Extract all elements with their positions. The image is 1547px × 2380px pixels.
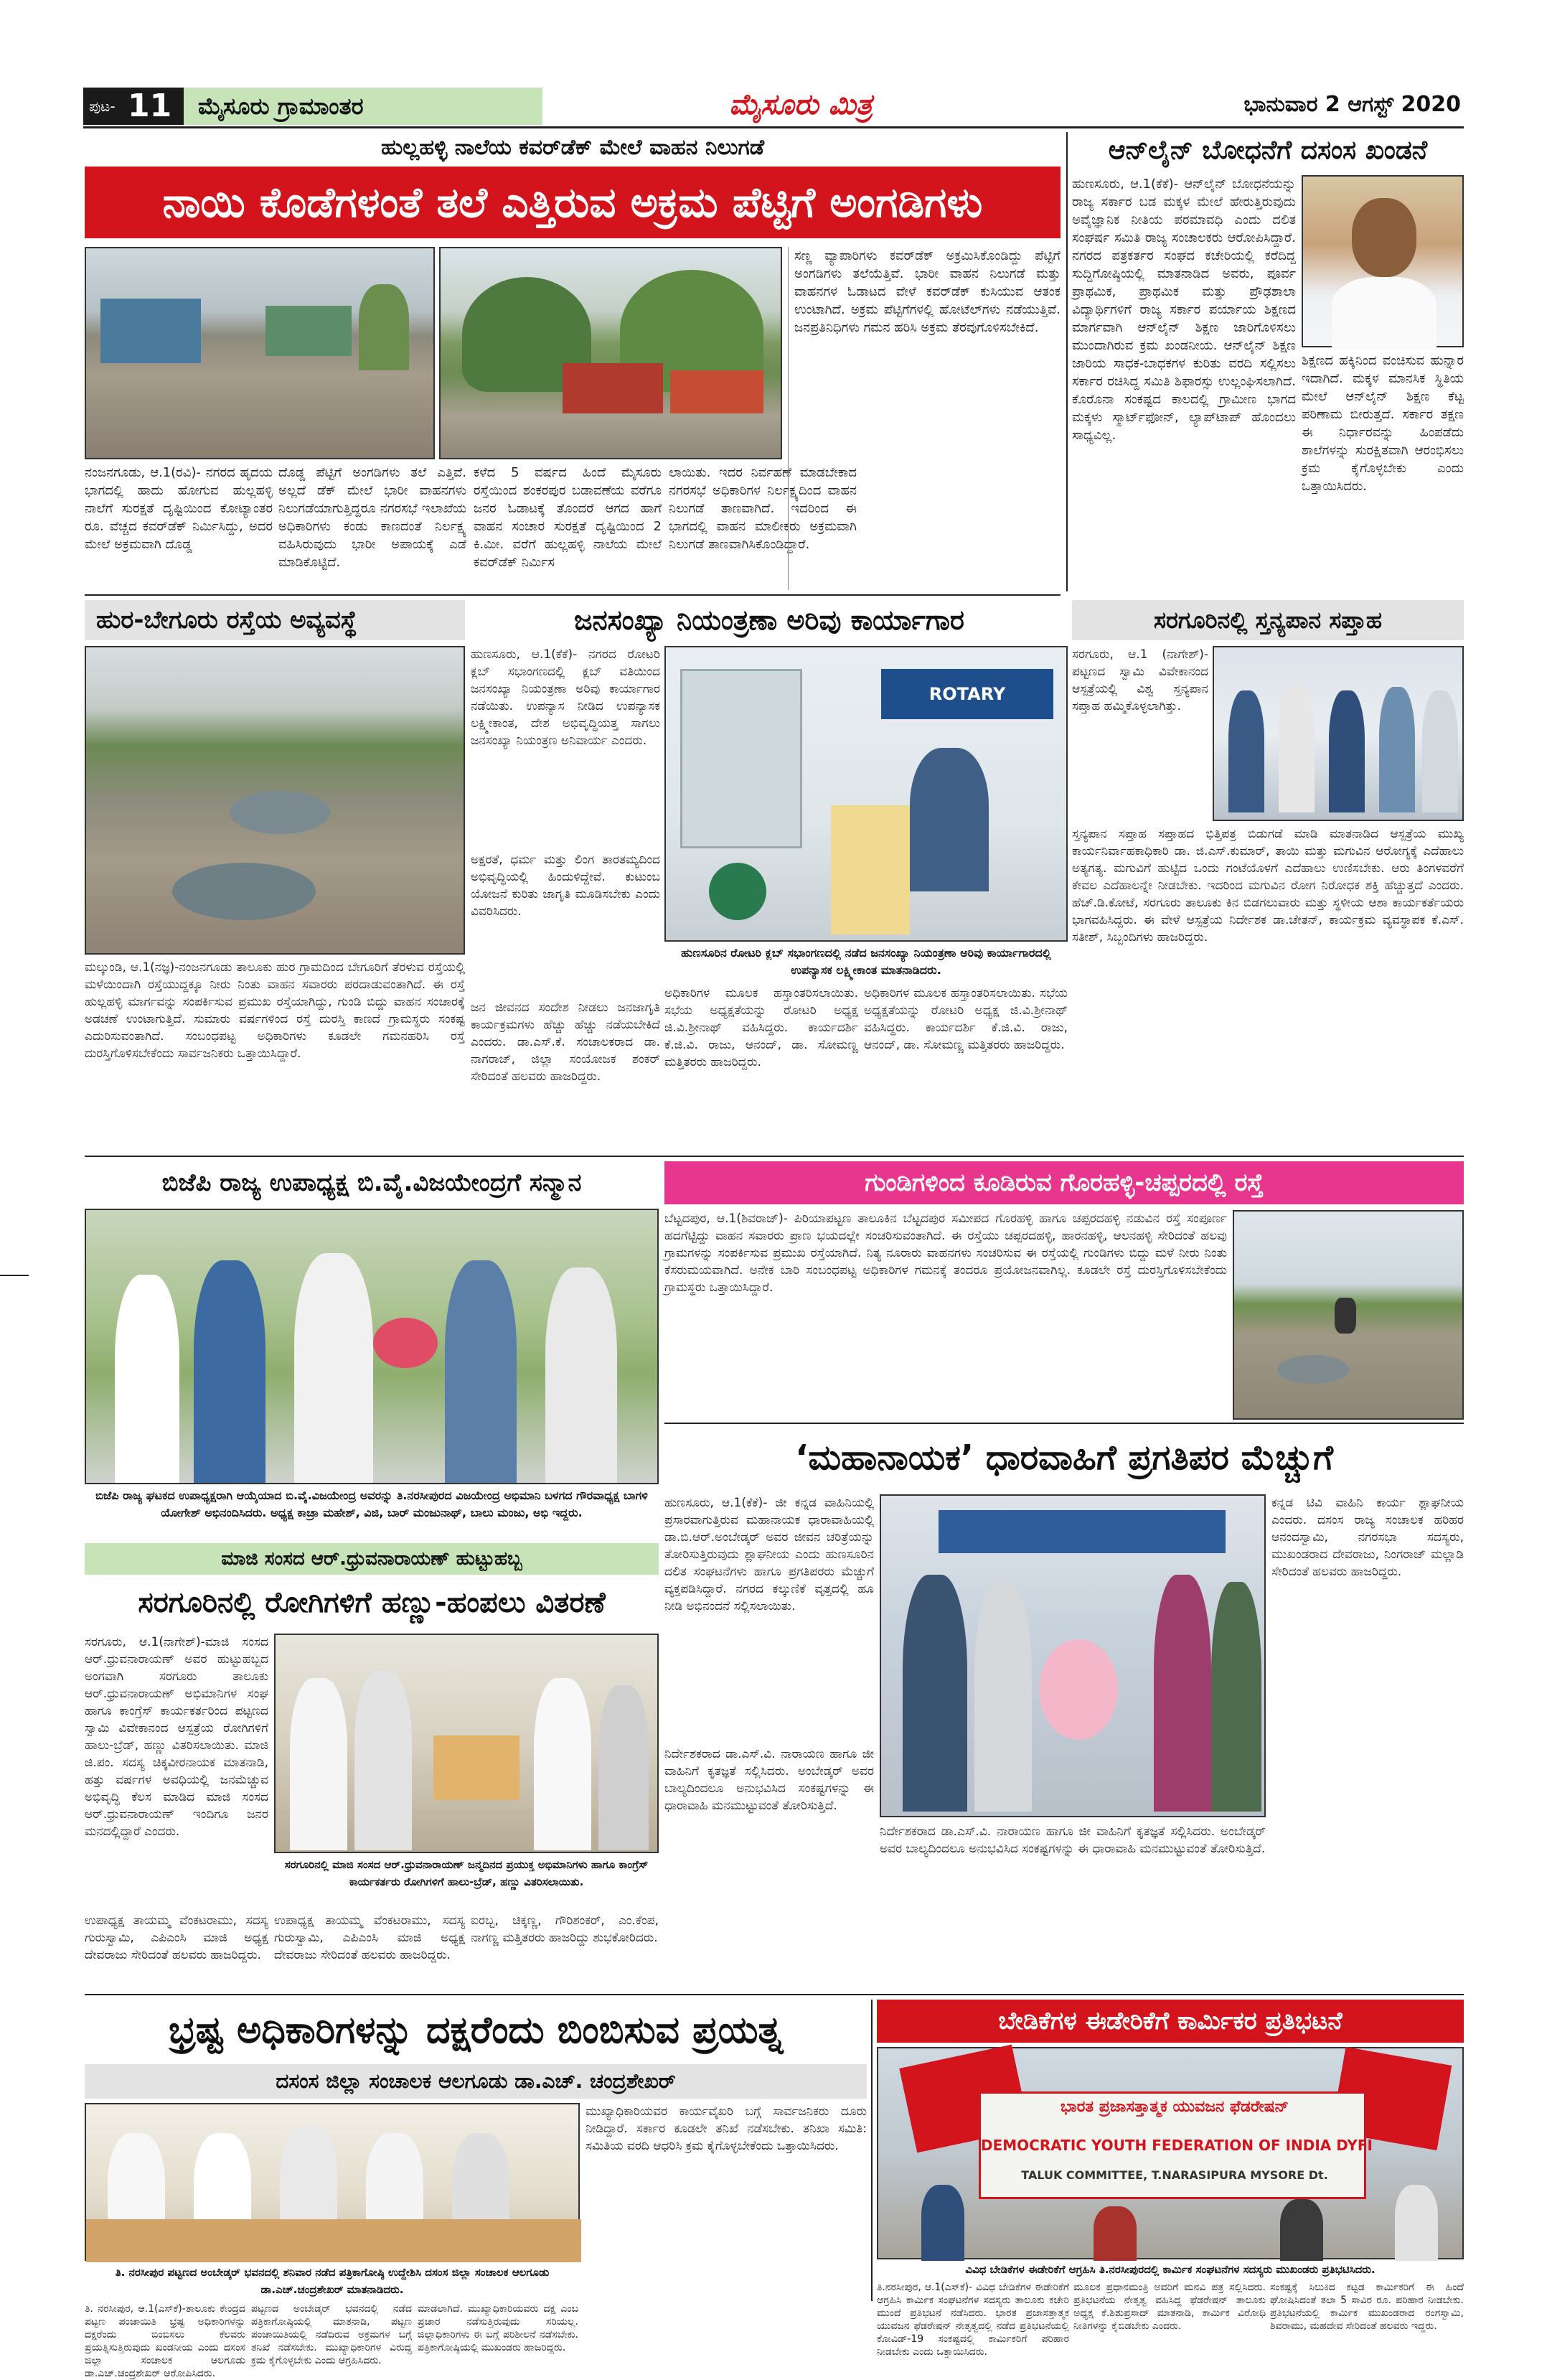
- story11-col1: ತಿ.ನರಸೀಪುರ, ಆ.1(ಎಸ್‌ಕೆ)- ವಿವಿಧ ಬೇಡಿಕೆಗಳ ಈಡೇರಿಕೆಗೆ ಆಗ್ರಹಿಸಿ ಕಾರ್ಮಿಕ ಸಂಘಟನೆಗಳ ಸದಸ್ಯರು ತಾಲೂಕು ಕಚೇರಿ ಮುಂದೆ ಪ್ರತಿಭಟನೆ ನಡೆಸಿದರು. ಭಾರತ ಪ್ರಜಾಸತ್ತಾತ್ಮಕ ಯುವಜನ ಫೆಡರೇಷನ್ ನೇತೃತ್ವದಲ್ಲಿ ನಡೆದ ಪ್ರತಿಭಟನೆಯಲ್ಲಿ ಕೋವಿಡ್-19 ಸಂಕಷ್ಟದಲ್ಲಿ ಕಾರ್ಮಿಕರಿಗೆ ಪರಿಹಾರ ನೀಡಬೇಕು ಎಂದು ಒತ್ತಾಯಿಸಿದರು.: [877, 2282, 1069, 2358]
- story10-headline: ಭ್ರಷ್ಟ ಅಧಿಕಾರಿಗಳನ್ನು ದಕ್ಷರೆಂದು ಬಿಂಬಿಸುವ ಪ್ರಯತ್ನ: [168, 2009, 784, 2052]
- page-number-box: [83, 88, 184, 125]
- story11-col3: ಸಂಕಷ್ಟಕ್ಕೆ ಸಿಲುಕಿದ ಕಟ್ಟಡ ಕಾರ್ಮಿಕರಿಗೆ ಈ ಹಿಂದೆ ಘೋಷಿಸಿದಂತೆ ತಲಾ 5 ಸಾವಿರ ರೂ. ಪರಿಹಾರ ನೀಡಬೇಕು. ಪ್ರತಿಭಟನೆಯಲ್ಲಿ ಕಾರ್ಮಿಕ ಮುಖಂಡರಾದ ರಂಗಸ್ವಾಮಿ, ಶಿವರಾಮು, ಮಹದೇವ ಸೇರಿದಂತೆ ಹಲವರು ಇದ್ದರು.: [1270, 2282, 1464, 2332]
- protest-banner-line3: TALUK COMMITTEE, T.NARASIPURA MYSORE Dt.: [1021, 2168, 1328, 2182]
- lower-rule: [85, 1994, 1464, 1995]
- story1-col3: ಕಳೆದ 5 ವರ್ಷದ ಹಿಂದೆ ಮೈಸೂರು ರಸ್ತೆಯಿಂದ ಶಂಕರಪುರ ಬಡಾವಣೆಯ ವರೆಗೂ ಜನರ ಓಡಾಟಕ್ಕೆ ತೊಂದರೆ ಆಗದ ಹಾಗೆ ವಾಹನ ಸಂಚಾರ ಸುರಕ್ಷತೆ ದೃಷ್ಟಿಯಿಂದ 2 ಕಿ.ಮೀ. ವರೆಗೆ ಹುಲ್ಲಹಳ್ಳಿ ನಾಲೆಯ ಮೇಲೆ ಕವರ್‌ಡೆಕ್ ನಿರ್ಮಿಸ: [474, 465, 662, 570]
- protest-banner: [979, 2091, 1373, 2199]
- story8-kicker: ಮಾಜಿ ಸಂಸದ ಆರ್.ಧ್ರುವನಾರಾಯಣ್ ಹುಟ್ಟುಹಬ್ಬ: [85, 1543, 659, 1575]
- story6-headline: ಬಿಜೆಪಿ ರಾಜ್ಯ ಉಪಾಧ್ಯಕ್ಷ ಬಿ.ವೈ.ವಿಜಯೇಂದ್ರಗೆ ಸನ್ಮಾನ: [161, 1168, 582, 1197]
- story1-col4: ಲಾಯಿತು. ಇದರ ನಿರ್ವಹಣೆ ಮಾಡಬೇಕಾದ ನಗರಸಭೆ ಅಧಿಕಾರಿಗಳ ನಿರ್ಲಕ್ಷ್ಯದಿಂದ ವಾಹನ ನಿಲುಗಡೆ ತಾಣವಾಗಿದೆ. ಇದರಿಂದ ಈ ಭಾಗದಲ್ಲಿ ವಾಹನ ಮಾಲೀಕರು ಅಕ್ರಮವಾಗಿ ನಿಲುಗಡೆ ತಾಣವಾಗಿಸಿಕೊಂಡಿದ್ದಾರೆ.: [669, 465, 857, 552]
- story2-photo-portrait: [1302, 175, 1464, 347]
- story7-body: ಬೆಟ್ಟದಪುರ, ಆ.1(ಶಿವರಾಜ್)- ಪಿರಿಯಾಪಟ್ಟಣ ತಾಲೂಕಿನ ಬೆಟ್ಟದಪುರ ಸಮೀಪದ ಗೊರಹಳ್ಳಿ ಹಾಗೂ ಚಪ್ಪರದಹಳ್ಳಿ ನಡುವಿನ ರಸ್ತೆ ಸಂಪೂರ್ಣ ಹದಗೆಟ್ಟಿದ್ದು ವಾಹನ ಸವಾರರು ಪ್ರಾಣ ಭಯದಲ್ಲೇ ಸಂಚರಿಸುವಂತಾಗಿದೆ. ಈ ರಸ್ತೆಯು ಚಪ್ಪರದಹಳ್ಳಿ, ಹಾರನಹಳ್ಳಿ, ಆಲನಹಳ್ಳಿ ಸೇರಿದಂತೆ ಹಲವು ಗ್ರಾಮಗಳನ್ನು ಸಂಪರ್ಕಿಸುವ ಪ್ರಮುಖ ರಸ್ತೆಯಾಗಿದೆ. ನಿತ್ಯ ನೂರಾರು ವಾಹನಗಳು ಸಂಚರಿಸುವ ಈ ರಸ್ತೆಯಲ್ಲಿ ಗುಂಡಿಗಳು ಬಿದ್ದು ಮಳೆ ನೀರು ನಿಂತು ಕೆಸರುಮಯವಾಗಿದೆ. ಅನೇಕ ಬಾರಿ ಸಂಬಂಧಪಟ್ಟ ಅಧಿಕಾರಿಗಳ ಗಮನಕ್ಕೆ ತಂದರೂ ಪ್ರಯೋಜನವಾಗಿಲ್ಲ. ಕೂಡಲೇ ರಸ್ತೆ ದುರಸ್ತಿಗೊಳಿಸಬೇಕೆಂದು ಗ್ರಾಮಸ್ಥರು ಒತ್ತಾಯಿಸಿದ್ದಾರೆ.: [664, 1212, 1227, 1295]
- story3-headline: ಹುರ-ಬೇಗೂರು ರಸ್ತೆಯ ಅವ್ಯವಸ್ಥೆ: [85, 600, 465, 640]
- story1-col5: ಸಣ್ಣ ವ್ಯಾಪಾರಿಗಳು ಕವರ್‌ಡೆಕ್ ಅಕ್ರಮಿಸಿಕೊಂಡಿದ್ದು ಪೆಟ್ಟಿಗೆ ಅಂಗಡಿಗಳು ತಲೆಯೆತ್ತಿವೆ. ಭಾರೀ ವಾಹನ ನಿಲುಗಡೆ ಮತ್ತು ವಾಹನಗಳ ಓಡಾಟದ ವೇಳೆ ಕವರ್‌ಡೆಕ್ ಕುಸಿಯುವ ಆತಂಕ ಉಂಟಾಗಿದೆ. ಅಕ್ರಮ ಪೆಟ್ಟಿಗೆಗಳಲ್ಲಿ ಹೋಟೆಲ್‌ಗಳು ನಡೆಯುತ್ತಿವೆ. ಜನಪ್ರತಿನಿಧಿಗಳು ಗಮನ ಹರಿಸಿ ಅಕ್ರಮ ತೆರವುಗೊಳಿಸಬೇಕಿದೆ.: [788, 247, 1061, 590]
- story7-photo-road: [1233, 1210, 1464, 1420]
- story5-body: ಸ್ತನ್ಯಪಾನ ಸಪ್ತಾಹ ಸಪ್ತಾಹದ ಭಿತ್ತಿಪತ್ರ ಬಿಡುಗಡೆ ಮಾಡಿ ಮಾತನಾಡಿದ ಆಸ್ಪತ್ರೆಯ ಮುಖ್ಯ ಕಾರ್ಯನಿರ್ವಾಹಕಾಧಿಕಾರಿ ಡಾ. ಜಿ.ಎಸ್.ಕುಮಾರ್, ತಾಯಿ ಮತ್ತು ಮಗುವಿನ ಆರೋಗ್ಯಕ್ಕೆ ಎದೆಹಾಲು ಅತ್ಯಗತ್ಯ. ಮಗುವಿಗೆ ಹುಟ್ಟಿದ ಒಂದು ಗಂಟೆಯೊಳಗೆ ಎದೆಹಾಲು ಉಣಿಸಬೇಕು. ಆರು ತಿಂಗಳವರೆಗೆ ಕೇವಲ ಎದೆಹಾಲನ್ನೇ ನೀಡಬೇಕು. ಇದರಿಂದ ಮಗುವಿನ ರೋಗ ನಿರೋಧಕ ಶಕ್ತಿ ಹೆಚ್ಚುತ್ತದೆ ಎಂದರು. ಹೆಚ್.ಡಿ.ಕೋಟೆ, ಸರಗೂರು ತಾಲೂಕು ಕಿನ ಬಿಡಗಲುವಾರು ಮತ್ತು ಸ್ಥಳೀಯ ಆಶಾ ಕಾರ್ಯಕರ್ತೆಯರು ಭಾಗವಹಿಸಿದ್ದರು. ಈ ವೇಳೆ ಆಸ್ಪತ್ರೆಯ ನಿರ್ದೇಶಕ ಡಾ.ಚೇತನ್, ಕಾರ್ಯಕ್ರಮ ವ್ಯವಸ್ಥಾಪಕ ಕೆ.ಎಸ್. ಸತೀಶ್, ಸಿಬ್ಬಂದಿಗಳು ಹಾಜರಿದ್ದರು.: [1072, 827, 1464, 945]
- story10-col1: ತಿ. ನರಸೀಪುರ, ಆ.1(ಎಸ್‌ಕೆ)-ತಾಲೂಕು ಕೇಂದ್ರದ ಪಟ್ಟಣ ಪಂಚಾಯಿತಿ ಭ್ರಷ್ಟ ಅಧಿಕಾರಿಗಳನ್ನು ದಕ್ಷರೆಂದು ಬಿಂಬಿಸಲು ಕೆಲವರು ಪ್ರಯತ್ನಿಸುತ್ತಿರುವುದು ಖಂಡನೀಯ ಎಂದು ದಸಂಸ ಜಿಲ್ಲಾ ಸಂಚಾಲಕ ಆಲಗೂಡು ಡಾ.ಎಚ್.ಚಂದ್ರಶೇಖರ್ ಆರೋಪಿಸಿದರು.: [85, 2303, 245, 2379]
- page-label: ಪುಟ-: [89, 98, 116, 115]
- story6-photo-felicitation: [85, 1209, 659, 1484]
- story2-body: ಹುಣಸೂರು, ಆ.1(ಕೆಕೆ)- ಆನ್‌ಲೈನ್ ಬೋಧನೆಯನ್ನು ರಾಜ್ಯ ಸರ್ಕಾರ ಬಡ ಮಕ್ಕಳ ಮೇಲೆ ಹೇರುತ್ತಿರುವುದು ಅವೈಜ್ಞಾನಿಕ ನೀತಿಯ ಪರಮಾವಧಿ ಎಂದು ದಲಿತ ಸಂಘರ್ಷ ಸಮಿತಿ ರಾಜ್ಯ ಸಂಚಾಲಕರು ಆರೋಪಿಸಿದ್ದಾರೆ. ನಗರದ ಪತ್ರಕರ್ತರ ಸಂಘದ ಕಚೇರಿಯಲ್ಲಿ ಕರೆದಿದ್ದ ಸುದ್ದಿಗೋಷ್ಠಿಯಲ್ಲಿ ಮಾತನಾಡಿದ ಅವರು, ಪೂರ್ವ ಪ್ರಾಥಮಿಕ, ಪ್ರಾಥಮಿಕ ಮತ್ತು ಪ್ರೌಢಶಾಲಾ ವಿದ್ಯಾರ್ಥಿಗಳಿಗೆ ರಾಜ್ಯ ಸರ್ಕಾರ ಪರ್ಯಾಯ ಶಿಕ್ಷಣದ ಮಾರ್ಗವಾಗಿ ಆನ್‌ಲೈನ್ ಶಿಕ್ಷಣ ಜಾರಿಗೊಳಿಸಲು ಮುಂದಾಗಿರುವ ಕ್ರಮ ಖಂಡನೀಯ. ಆನ್‌ಲೈನ್ ಶಿಕ್ಷಣ ಜಾರಿಯ ಸಾಧಕ-ಬಾಧಕಗಳ ಕುರಿತು ವರದಿ ಸಲ್ಲಿಸಲು ಸರ್ಕಾರ ರಚಿಸಿದ್ದ ಸಮಿತಿ ಶಿಫಾರಸ್ಸು ಉಲ್ಲಂಘಿಸಲಾಗಿದೆ. ಕೊರೊನಾ ಸಂಕಷ್ಟದ ಕಾಲದಲ್ಲಿ ಗ್ರಾಮೀಣ ಭಾಗದ ಮಕ್ಕಳು ಸ್ಮಾರ್ಟ್‌ಫೋನ್, ಲ್ಯಾಪ್‌ಟಾಪ್ ಹೊಂದಲು ಸಾಧ್ಯವಿಲ್ಲ.: [1072, 177, 1296, 443]
- story4-col3: ಜನ ಜೀವನದ ಸಂದೇಶ ನೀಡಲು ಜನಜಾಗೃತಿ ಕಾರ್ಯಕ್ರಮಗಳು ಹೆಚ್ಚು ಹೆಚ್ಚು ನಡೆಯಬೇಕಿದೆ ಎಂದರು. ಡಾ.ಎಸ್.ಕೆ. ಸಂಚಾಲಕರಾದ ಡಾ. ನಾಗರಾಜ್, ಜಿಲ್ಲಾ ಸಂಯೋಜಕ ಶಂಕರ್ ಸೇರಿದಂತೆ ಹಲವರು ಹಾಜರಿದ್ದರು.: [471, 1001, 660, 1084]
- story6-caption: ಬಿಜೆಪಿ ರಾಜ್ಯ ಘಟಕದ ಉಪಾಧ್ಯಕ್ಷರಾಗಿ ಆಯ್ಕೆಯಾದ ಬಿ.ವೈ.ವಿಜಯೇಂದ್ರ ಅವರನ್ನು ತಿ.ನರಸೀಪುರದ ವಿಜಯೇಂದ್ರ ಅಭಿಮಾನಿ ಬಳಗದ ಗೌರವಾಧ್ಯಕ್ಷ ಬಾಗಳಿ ಯೋಗೇಶ್ ಅಭಿನಂದಿಸಿದರು. ಅಧ್ಯಕ್ಷ ಕಾಚ್ರಾ ಮಹೇಶ್, ವಿಜಿ, ಬಾರ್ ಮಂಜುನಾಥ್, ಬಾಲು ಮಂಜು, ಅಭಿ ಇದ್ದರು.: [95, 1489, 648, 1519]
- story8-col2: ಉಪಾಧ್ಯಕ್ಷ ತಾಯಮ್ಮ ವೆಂಕಟರಾಮು, ಸದಸ್ಯ ಗುರುಸ್ವಾಮಿ, ಎಪಿಎಂಸಿ ಮಾಜಿ ಅಧ್ಯಕ್ಷ ದೇವರಾಜು ಸೇರಿದಂತೆ ಹಲವರು ಹಾಜರಿದ್ದರು.: [274, 1913, 465, 1962]
- story10-kicker: ದಸಂಸ ಜಿಲ್ಲಾ ಸಂಚಾಲಕ ಆಲಗೂಡು ಡಾ.ಎಚ್. ಚಂದ್ರಶೇಖರ್: [85, 2064, 867, 2099]
- story11-col2: ಮೂಲಕ ಪ್ರಧಾನಮಂತ್ರಿ ಅವರಿಗೆ ಮನವಿ ಪತ್ರ ಸಲ್ಲಿಸಿದರು. ಪ್ರತಿಭಟನೆಯ ನೇತೃತ್ವ ವಹಿಸಿದ್ದ ಫೆಡರೇಷನ್ ತಾಲೂಕು ಅಧ್ಯಕ್ಷ ಕೆ.ಶಿಶುಪ್ರಸಾದ್ ಮಾತನಾಡಿ, ಕಾರ್ಮಿಕ ವಿರೋಧಿ ನೀತಿಗಳನ್ನು ಕೈಬಿಡಬೇಕು ಎಂದರು.: [1073, 2282, 1266, 2332]
- mid-rule: [85, 1156, 1464, 1157]
- story10-col4: ಮುಖ್ಯಾಧಿಕಾರಿಯವರ ಕಾರ್ಯವೈಖರಿ ಬಗ್ಗೆ ಸಾರ್ವಜನಿಕರು ದೂರು ನೀಡಿದ್ದಾರೆ. ಸರ್ಕಾರ ಕೂಡಲೇ ತನಿಖೆ ನಡೆಸಬೇಕು. ತನಿಖಾ ಸಮಿತಿ: ಸಮಿತಿಯ ವರದಿ ಆಧರಿಸಿ ಕ್ರಮ ಕೈಗೊಳ್ಳಬೇಕೆಂದು ಒತ್ತಾಯಿಸಿದರು.: [586, 2104, 867, 2153]
- margin-tick: [0, 1275, 29, 1276]
- story4-photo-rotary: ROTARY: [664, 646, 1068, 942]
- masthead: ಮೈಸೂರು ಮಿತ್ರ: [729, 88, 873, 121]
- story8-headline: ಸರಗೂರಿನಲ್ಲಿ ರೋಗಿಗಳಿಗೆ ಹಣ್ಣು-ಹಂಪಲು ವಿತರಣೆ: [138, 1586, 606, 1619]
- story4-col2: ಅಕ್ಷರತೆ, ಧರ್ಮ ಮತ್ತು ಲಿಂಗ ತಾರತಮ್ಯದಿಂದ ಅಭಿವೃದ್ಧಿಯಲ್ಲಿ ಹಿಂದುಳಿದ್ದೇವೆ. ಕುಟುಂಬ ಯೋಜನೆ ಕುರಿತು ಜಾಗೃತಿ ಮೂಡಿಸಬೇಕು ಎಂದು ವಿವರಿಸಿದರು.: [471, 853, 660, 919]
- story11-photo-protest: [877, 2047, 1464, 2259]
- section-band: [184, 88, 542, 125]
- story4-caption: ಹುಣಸೂರಿನ ರೋಟರಿ ಕ್ಲಬ್ ಸಭಾಂಗಣದಲ್ಲಿ ನಡೆದ ಜನಸಂಖ್ಯಾ ನಿಯಂತ್ರಣಾ ಅರಿವು ಕಾರ್ಯಾಗಾರದಲ್ಲಿ ಉಪನ್ಯಾಸಕ ಲಕ್ಷ್ಮೀಕಾಂತ ಮಾತನಾಡಿದರು.: [681, 946, 1051, 977]
- story10-col3: ಮಾಡಲಾಗಿದೆ. ಮುಖ್ಯಾಧಿಕಾರಿಯವರು ದಕ್ಷ ಎಂಬ ಪ್ರಚಾರ ನಡೆಸುತ್ತಿರುವುದು ಸರಿಯಲ್ಲ. ಜಿಲ್ಲಾಧಿಕಾರಿಗಳು ಈ ಬಗ್ಗೆ ಪರಿಶೀಲನೆ ನಡೆಸಬೇಕು. ಪತ್ರಿಕಾಗೋಷ್ಠಿಯಲ್ಲಿ ಮುಖಂಡರು ಹಾಜರಿದ್ದರು.: [418, 2303, 578, 2353]
- story8-col1: ಸರಗೂರು, ಆ.1(ನಾಗೇಶ್)-ಮಾಜಿ ಸಂಸದ ಆರ್.ಧ್ರುವನಾರಾಯಣ್ ಅವರ ಹುಟ್ಟುಹಬ್ಬದ ಅಂಗವಾಗಿ ಸರಗೂರು ತಾಲೂಕು ಆರ್.ಧ್ರುವನಾರಾಯಣ್ ಅಭಿಮಾನಿಗಳ ಸಂಘ ಹಾಗೂ ಕಾಂಗ್ರೆಸ್ ಕಾರ್ಯಕರ್ತರಿಂದ ಪಟ್ಟಣದ ಸ್ವಾಮಿ ವಿವೇಕಾನಂದ ಆಸ್ಪತ್ರೆಯ ರೋಗಿಗಳಿಗೆ ಹಾಲು-ಬ್ರೆಡ್, ಹಣ್ಣು ವಿತರಿಸಲಾಯಿತು. ಮಾಜಿ ಜಿ.ಪಂ. ಸದಸ್ಯ ಚಿಕ್ಕವೀರನಾಯಕ ಮಾತನಾಡಿ, ಹತ್ತು ವರ್ಷಗಳ ಅವಧಿಯಲ್ಲಿ ಜನಮೆಚ್ಚುವ ಅಭಿವೃದ್ಧಿ ಕೆಲಸ ಮಾಡಿದ ಮಾಜಿ ಸಂಸದ ಆರ್.ಧ್ರುವನಾರಾಯಣ್ ಇಂದಿಗೂ ಜನರ ಮನದಲ್ಲಿದ್ದಾರೆ ಎಂದರು.: [85, 1635, 268, 1839]
- story9-photo-event: [880, 1494, 1266, 1817]
- page-header: [83, 85, 1464, 126]
- story5-photo-group: [1213, 646, 1464, 821]
- story5-headline: ಸರಗೂರಿನಲ್ಲಿ ಸ್ತನ್ಯಪಾನ ಸಪ್ತಾಹ: [1072, 600, 1464, 640]
- lower-col-divider: [871, 2000, 873, 2301]
- story1-rule: [85, 594, 1061, 596]
- story10-photo-press: [85, 2103, 580, 2261]
- story3-body: ಮಲ್ಕುಂಡಿ, ಆ.1(ನಜ್ಞ)-ನಂಜನಗೂಡು ತಾಲೂಕು ಹುರ ಗ್ರಾಮದಿಂದ ಬೇಗೂರಿಗೆ ತೆರಳುವ ರಸ್ತೆಯಲ್ಲಿ ಮಳೆಯಿಂದಾಗಿ ರಸ್ತೆಯುದ್ದಕ್ಕೂ ನೀರು ನಿಂತು ವಾಹನ ಸವಾರರು ಪರದಾಡುವಂತಾಗಿದೆ. ಈ ರಸ್ತೆ ಹುಲ್ಲಹಳ್ಳಿ ಮಾರ್ಗವನ್ನು ಸಂಪರ್ಕಿಸುವ ಪ್ರಮುಖ ರಸ್ತೆಯಾಗಿದ್ದು, ಗುಂಡಿ ಬಿದ್ದು ವಾಹನ ಸಂಚಾರಕ್ಕೆ ಅಡಚಣೆ ಉಂಟಾಗುತ್ತಿದೆ. ಸುಮಾರು ವರ್ಷಗಳಿಂದ ರಸ್ತೆ ದುರಸ್ತಿ ಕಾಣದೆ ಗ್ರಾಮಸ್ಥರು ಸಂಕಷ್ಟ ಎದುರಿಸುವಂತಾಗಿದೆ. ಸಂಬಂಧಪಟ್ಟ ಅಧಿಕಾರಿಗಳು ಕೂಡಲೇ ಗಮನಹರಿಸಿ ರಸ್ತೆ ದುರಸ್ತಿಗೊಳಿಸಬೇಕೆಂದು ಸಾರ್ವಜನಿಕರು ಒತ್ತಾಯಿಸಿದ್ದಾರೆ.: [85, 960, 465, 1061]
- story5-col1: ಸರಗೂರು, ಆ.1 (ನಾಗೇಶ್)- ಪಟ್ಟಣದ ಸ್ವಾಮಿ ವಿವೇಕಾನಂದ ಆಸ್ಪತ್ರೆಯಲ್ಲಿ ವಿಶ್ವ ಸ್ತನ್ಯಪಾನ ಸಪ್ತಾಹ ಹಮ್ಮಿಕೊಳ್ಳಲಾಗಿತ್ತು.: [1072, 647, 1208, 713]
- protest-banner-line1: ಭಾರತ ಪ್ರಜಾಸತ್ತಾತ್ಮಕ ಯುವಜನ ಫೆಡರೇಷನ್: [1060, 2098, 1289, 2116]
- story8-col1b: ಉಪಾಧ್ಯಕ್ಷ ತಾಯಮ್ಮ ವೆಂಕಟರಾಮು, ಸದಸ್ಯ ಗುರುಸ್ವಾಮಿ, ಎಪಿಎಂಸಿ ಮಾಜಿ ಅಧ್ಯಕ್ಷ ದೇವರಾಜು ಸೇರಿದಂತೆ ಹಲವರು ಹಾಜರಿದ್ದರು.: [85, 1913, 268, 1962]
- story8-col3: ಐರಬ್ಬ, ಚಿಕ್ಕಣ್ಣ, ಗೌರಿಶಂಕರ್, ಎಂ.ಕೆಂಪ, ನಾಗಣ್ಣ ಮತ್ತಿತರರು ಹಾಜರಿದ್ದು ಶುಭಕೋರಿದರು.: [471, 1913, 659, 1945]
- story4-headline: ಜನಸಂಖ್ಯಾ ನಿಯಂತ್ರಣಾ ಅರಿವು ಕಾರ್ಯಾಗಾರ: [573, 604, 965, 636]
- story1-col1: ನಂಜನಗೂಡು, ಆ.1(ರವಿ)- ನಗರದ ಹೃದಯ ಭಾಗದಲ್ಲಿ ಹಾದು ಹೋಗುವ ಹುಲ್ಲಹಳ್ಳಿ ನಾಲೆಗೆ ಸುರಕ್ಷತೆ ದೃಷ್ಟಿಯಿಂದ ಕೋಟ್ಯಾಂತರ ರೂ. ವೆಚ್ಚದ ಕವರ್‌ಡೆಕ್ ನಿರ್ಮಿಸಿದ್ದು, ಅದರ ಮೇಲೆ ಅಕ್ರಮವಾಗಿ ದೊಡ್ಡ: [85, 465, 273, 552]
- story11-caption: ವಿವಿಧ ಬೇಡಿಕೆಗಳ ಈಡೇರಿಕೆಗೆ ಆಗ್ರಹಿಸಿ ತಿ.ನರಸೀಪುರದಲ್ಲಿ ಕಾರ್ಮಿಕ ಸಂಘಟನೆಗಳ ಸದಸ್ಯರು ಮುಖಂಡರು ಪ್ರತಿಭಟಿಸಿದರು.: [965, 2263, 1376, 2276]
- story1-headline: ನಾಯಿ ಕೊಡೆಗಳಂತೆ ತಲೆ ಎತ್ತಿರುವ ಅಕ್ರಮ ಪೆಟ್ಟಿಗೆ ಅಂಗಡಿಗಳು: [85, 167, 1061, 238]
- story2-headline: ಆನ್‌ಲೈನ್ ಬೋಧನೆಗೆ ದಸಂಸ ಖಂಡನೆ: [1108, 136, 1428, 165]
- protest-banner-line2: DEMOCRATIC YOUTH FEDERATION OF INDIA DYFI: [981, 2137, 1373, 2154]
- story7-rule: [664, 1423, 1464, 1424]
- story1-photo-road: [85, 247, 435, 459]
- story8-photo-distribution: [274, 1634, 659, 1853]
- story10-col2: ಪಟ್ಟಣದ ಅಂಬೇಡ್ಕರ್ ಭವನದಲ್ಲಿ ನಡೆದ ಪತ್ರಿಕಾಗೋಷ್ಠಿಯಲ್ಲಿ ಮಾತನಾಡಿ, ಪಟ್ಟಣ ಪಂಚಾಯಿತಿಯಲ್ಲಿ ನಡೆದಿರುವ ಅಕ್ರಮಗಳ ಬಗ್ಗೆ ತನಿಖೆ ನಡೆಸಬೇಕು. ಮುಖ್ಯಾಧಿಕಾರಿಗಳ ವಿರುದ್ಧ ಕ್ರಮ ಕೈಗೊಳ್ಳಬೇಕು ಎಂದು ಆಗ್ರಹಿಸಿದರು.: [251, 2303, 412, 2366]
- story11-headline: ಬೇಡಿಕೆಗಳ ಈಡೇರಿಕೆಗೆ ಕಾರ್ಮಿಕರ ಪ್ರತಿಭಟನೆ: [877, 2000, 1464, 2043]
- story7-headline: ಗುಂಡಿಗಳಿಂದ ಕೂಡಿರುವ ಗೊರಹಳ್ಳಿ-ಚಪ್ಪರದಲ್ಲಿ ರಸ್ತೆ: [664, 1161, 1464, 1204]
- page-number: 11: [128, 88, 172, 124]
- header-rule: [83, 126, 1464, 128]
- story4-col4: ಅಧಿಕಾರಿಗಳ ಮೂಲಕ ಹಸ್ತಾಂತರಿಸಲಾಯಿತು. ಸಭೆಯ ಅಧ್ಯಕ್ಷತೆಯನ್ನು ರೋಟರಿ ಅಧ್ಯಕ್ಷ ಜಿ.ವಿ.ಶ್ರೀನಾಥ್ ವಹಿಸಿದ್ದರು. ಕಾರ್ಯದರ್ಶಿ ಕೆ.ಜಿ.ವಿ. ರಾಜು, ಆನಂದ್, ಡಾ. ಸೋಮಣ್ಣ ಮತ್ತಿತರರು ಹಾಜರಿದ್ದರು.: [664, 986, 858, 1069]
- story4-col5: ಅಧಿಕಾರಿಗಳ ಮೂಲಕ ಹಸ್ತಾಂತರಿಸಲಾಯಿತು. ಸಭೆಯ ಅಧ್ಯಕ್ಷತೆಯನ್ನು ರೋಟರಿ ಅಧ್ಯಕ್ಷ ಜಿ.ವಿ.ಶ್ರೀನಾಥ್ ವಹಿಸಿದ್ದರು. ಕಾರ್ಯದರ್ಶಿ ಕೆ.ಜಿ.ವಿ. ರಾಜು, ಆನಂದ್, ಡಾ. ಸೋಮಣ್ಣ ಮತ್ತಿತರರು ಹಾಜರಿದ್ದರು.: [864, 986, 1068, 1052]
- story1-photo-trucks: [439, 247, 782, 459]
- story9-col4: ನಿರ್ದೇಶಕರಾದ ಡಾ.ಎಸ್.ವಿ. ನಾರಾಯಣ ಹಾಗೂ ಜೀ ವಾಹಿನಿಗೆ ಕೃತಜ್ಞತೆ ಸಲ್ಲಿಸಿದರು. ಅಂಬೇಡ್ಕರ್ ಅವರ ಬಾಲ್ಯದಿಂದಲೂ ಅನುಭವಿಸಿದ ಸಂಕಷ್ಟಗಳನ್ನು ಈ ಧಾರಾವಾಹಿ ಮನಮುಟ್ಟುವಂತೆ ತೋರಿಸುತ್ತಿದೆ.: [880, 1824, 1266, 1856]
- story10-caption: ತಿ. ನರಸೀಪುರ ಪಟ್ಟಣದ ಅಂಬೇಡ್ಕರ್ ಭವನದಲ್ಲಿ ಶನಿವಾರ ನಡೆದ ಪತ್ರಿಕಾಗೋಷ್ಠಿ ಉದ್ದೇಶಿಸಿ ದಸಂಸ ಜಿಲ್ಲಾ ಸಂಚಾಲಕ ಆಲಗೂಡು ಡಾ.ಎಚ್.ಚಂದ್ರಶೇಖರ್ ಮಾತನಾಡಿದರು.: [115, 2266, 550, 2296]
- story9-col1: ಹುಣಸೂರು, ಆ.1(ಕೆಕೆ)- ಜೀ ಕನ್ನಡ ವಾಹಿನಿಯಲ್ಲಿ ಪ್ರಸಾರವಾಗುತ್ತಿರುವ ಮಹಾನಾಯಕ ಧಾರಾವಾಹಿಯಲ್ಲಿ ಡಾ.ಬಿ.ಆರ್.ಅಂಬೇಡ್ಕರ್ ಅವರ ಜೀವನ ಚರಿತ್ರೆಯನ್ನು ತೋರಿಸುತ್ತಿರುವುದು ಶ್ಲಾಘನೀಯ ಎಂದು ಹುಣಸೂರಿನ ದಲಿತ ಸಂಘಟನೆಗಳು ಹಾಗೂ ಪ್ರಗತಿಪರರು ಮೆಚ್ಚುಗೆ ವ್ಯಕ್ತಪಡಿಸಿದ್ದಾರೆ. ನಗರದ ಕಲ್ಕುಣಿಕೆ ವೃತ್ತದಲ್ಲಿ ಹೂ ನೀಡಿ ಅಭಿನಂದನೆ ಸಲ್ಲಿಸಲಾಯಿತು.: [664, 1496, 874, 1613]
- story2-body2: ಶಿಕ್ಷಣದ ಹಕ್ಕಿನಿಂದ ವಂಚಿಸುವ ಹುನ್ನಾರ ಇದಾಗಿದೆ. ಮಕ್ಕಳ ಮಾನಸಿಕ ಸ್ಥಿತಿಯ ಮೇಲೆ ಆನ್‌ಲೈನ್ ಶಿಕ್ಷಣ ಕೆಟ್ಟ ಪರಿಣಾಮ ಬೀರುತ್ತದೆ. ಸರ್ಕಾರ ತಕ್ಷಣ ಈ ನಿರ್ಧಾರವನ್ನು ಹಿಂಪಡೆದು ಶಾಲೆಗಳನ್ನು ಸುರಕ್ಷಿತವಾಗಿ ಆರಂಭಿಸಲು ಕ್ರಮ ಕೈಗೊಳ್ಳಬೇಕು ಎಂದು ಒತ್ತಾಯಿಸಿದರು.: [1302, 353, 1464, 494]
- story1-kicker: ಹುಲ್ಲಹಳ್ಳಿ ನಾಲೆಯ ಕವರ್‌ಡೆಕ್ ಮೇಲೆ ವಾಹನ ನಿಲುಗಡೆ: [380, 135, 765, 160]
- right-col-divider: [1066, 132, 1068, 591]
- story4-col1: ಹುಣಸೂರು, ಆ.1(ಕೆಕೆ)- ನಗರದ ರೋಟರಿ ಕ್ಲಬ್ ಸಭಾಂಗಣದಲ್ಲಿ ಕ್ಲಬ್ ವತಿಯಿಂದ ಜನಸಂಖ್ಯಾ ನಿಯಂತ್ರಣಾ ಅರಿವು ಕಾರ್ಯಾಗಾರ ನಡೆಯಿತು. ಉಪನ್ಯಾಸ ನೀಡಿದ ಉಪನ್ಯಾಸಕ ಲಕ್ಷ್ಮೀಕಾಂತ, ದೇಶ ಅಭಿವೃದ್ಧಿಯತ್ತ ಸಾಗಲು ಜನಸಂಖ್ಯಾ ನಿಯಂತ್ರಣ ಅನಿವಾರ್ಯ ಎಂದರು.: [471, 647, 660, 748]
- story3-photo-road: [85, 646, 465, 955]
- story9-col2: ನಿರ್ದೇಶಕರಾದ ಡಾ.ಎಸ್.ವಿ. ನಾರಾಯಣ ಹಾಗೂ ಜೀ ವಾಹಿನಿಗೆ ಕೃತಜ್ಞತೆ ಸಲ್ಲಿಸಿದರು. ಅಂಬೇಡ್ಕರ್ ಅವರ ಬಾಲ್ಯದಿಂದಲೂ ಅನುಭವಿಸಿದ ಸಂಕಷ್ಟಗಳನ್ನು ಈ ಧಾರಾವಾಹಿ ಮನಮುಟ್ಟುವಂತೆ ತೋರಿಸುತ್ತಿದೆ.: [664, 1747, 874, 1813]
- story9-col3: ಕನ್ನಡ ಟಿವಿ ವಾಹಿನಿ ಕಾರ್ಯ ಶ್ಲಾಘನೀಯ ಎಂದರು. ದಸಂಸ ರಾಜ್ಯ ಸಂಚಾಲಕ ಹರಿಹರ ಆನಂದಸ್ವಾಮಿ, ನಗರಸಭಾ ಸದಸ್ಯರು, ಮುಖಂಡರಾದ ದೇವರಾಜು, ನಿಂಗರಾಜ್ ಮಲ್ಲಾಡಿ ಸೇರಿದಂತೆ ಹಲವರು ಹಾಜರಿದ್ದರು.: [1271, 1496, 1464, 1579]
- story1-col2: ದೊಡ್ಡ ಪೆಟ್ಟಿಗೆ ಅಂಗಡಿಗಳು ತಲೆ ಎತ್ತಿವೆ. ಅಲ್ಲದೆ ಡೆಕ್ ಮೇಲೆ ಭಾರೀ ವಾಹನಗಳು ನಿಲುಗಡೆಯಾಗುತ್ತಿದ್ದರೂ ನಗರಸಭೆ ಇಲಾಖೆಯ ಅಧಿಕಾರಿಗಳು ಕಂಡು ಕಾಣದಂತೆ ನಿರ್ಲಕ್ಷ್ಯ ವಹಿಸಿರುವುದು ಭಾರೀ ಅಪಾಯಕ್ಕೆ ಎಡೆ ಮಾಡಿಕೊಟ್ಟಿದೆ.: [278, 465, 466, 570]
- section-title: ಮೈಸೂರು ಗ್ರಾಮಾಂತರ: [198, 93, 364, 120]
- story9-headline: ‘ಮಹಾನಾಯಕ’ ಧಾರವಾಹಿಗೆ ಪ್ರಗತಿಪರ ಮೆಚ್ಚುಗೆ: [795, 1438, 1333, 1478]
- story8-caption: ಸರಗೂರಿನಲ್ಲಿ ಮಾಜಿ ಸಂಸದ ಆರ್.ಧ್ರುವನಾರಾಯಣ್ ಜನ್ಮದಿನದ ಪ್ರಯುಕ್ತ ಅಭಿಮಾನಿಗಳು ಹಾಗೂ ಕಾಂಗ್ರೆಸ್ ಕಾರ್ಯಕರ್ತರು ರೋಗಿಗಳಿಗೆ ಹಾಲು-ಬ್ರೆಡ್, ಹಣ್ಣು ವಿತರಿಸಲಾಯಿತು.: [284, 1858, 649, 1888]
- date-line: ಭಾನುವಾರ 2 ಆಗಸ್ಟ್ 2020: [1243, 92, 1461, 117]
